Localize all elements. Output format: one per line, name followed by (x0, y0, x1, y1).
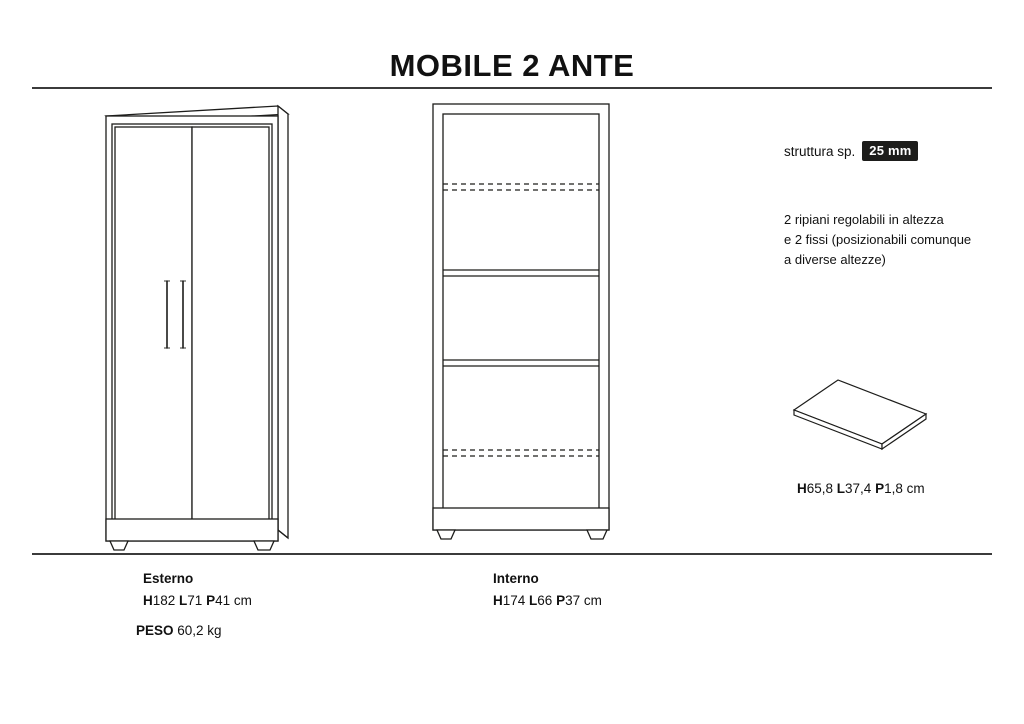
shelf-dimensions (797, 481, 925, 496)
shelves-note-line-1: 2 ripiani regolabili in altezza (784, 212, 944, 227)
divider-bottom (32, 553, 992, 555)
shelf-dim-l-value: 37,4 (845, 481, 876, 496)
structure-thickness-badge: 25 mm (862, 141, 918, 161)
exterior-caption-dims: H182 L71 P41 cm (143, 593, 252, 608)
shelf-dim-h-value: 65,8 (806, 481, 837, 496)
page-title: MOBILE 2 ANTE (389, 48, 635, 83)
exterior-caption (143, 568, 252, 612)
shelves-note (784, 210, 971, 270)
structure-thickness-spec (784, 141, 918, 161)
exterior-weight (136, 620, 222, 642)
exterior-cabinet-drawing (88, 98, 308, 553)
shelf-dim-p-value: 1,8 cm (884, 481, 925, 496)
shelves-note-line-2: e 2 fissi (posizionabili comunque (784, 232, 972, 247)
shelf-panel-svg (786, 372, 936, 452)
interior-caption-title: Interno (493, 571, 539, 586)
interior-cabinet-drawing (425, 98, 625, 553)
shelf-dim-h-label: H (797, 481, 807, 496)
interior-cabinet-svg (425, 98, 625, 553)
interior-caption (493, 568, 602, 612)
exterior-cabinet-svg (88, 98, 308, 553)
shelf-dim-p-label: P (875, 481, 885, 496)
divider-top (32, 87, 992, 89)
interior-caption-dims: H174 L66 P37 cm (493, 593, 602, 608)
weight-label: PESO (136, 623, 174, 638)
exterior-caption-title: Esterno (143, 571, 194, 586)
shelf-dim-l-label: L (836, 481, 846, 496)
shelves-note-line-3: a diverse altezze) (784, 252, 886, 267)
shelf-panel-drawing (786, 372, 936, 452)
weight-value: 60,2 kg (177, 623, 222, 638)
structure-thickness-label: struttura sp. (784, 143, 856, 159)
